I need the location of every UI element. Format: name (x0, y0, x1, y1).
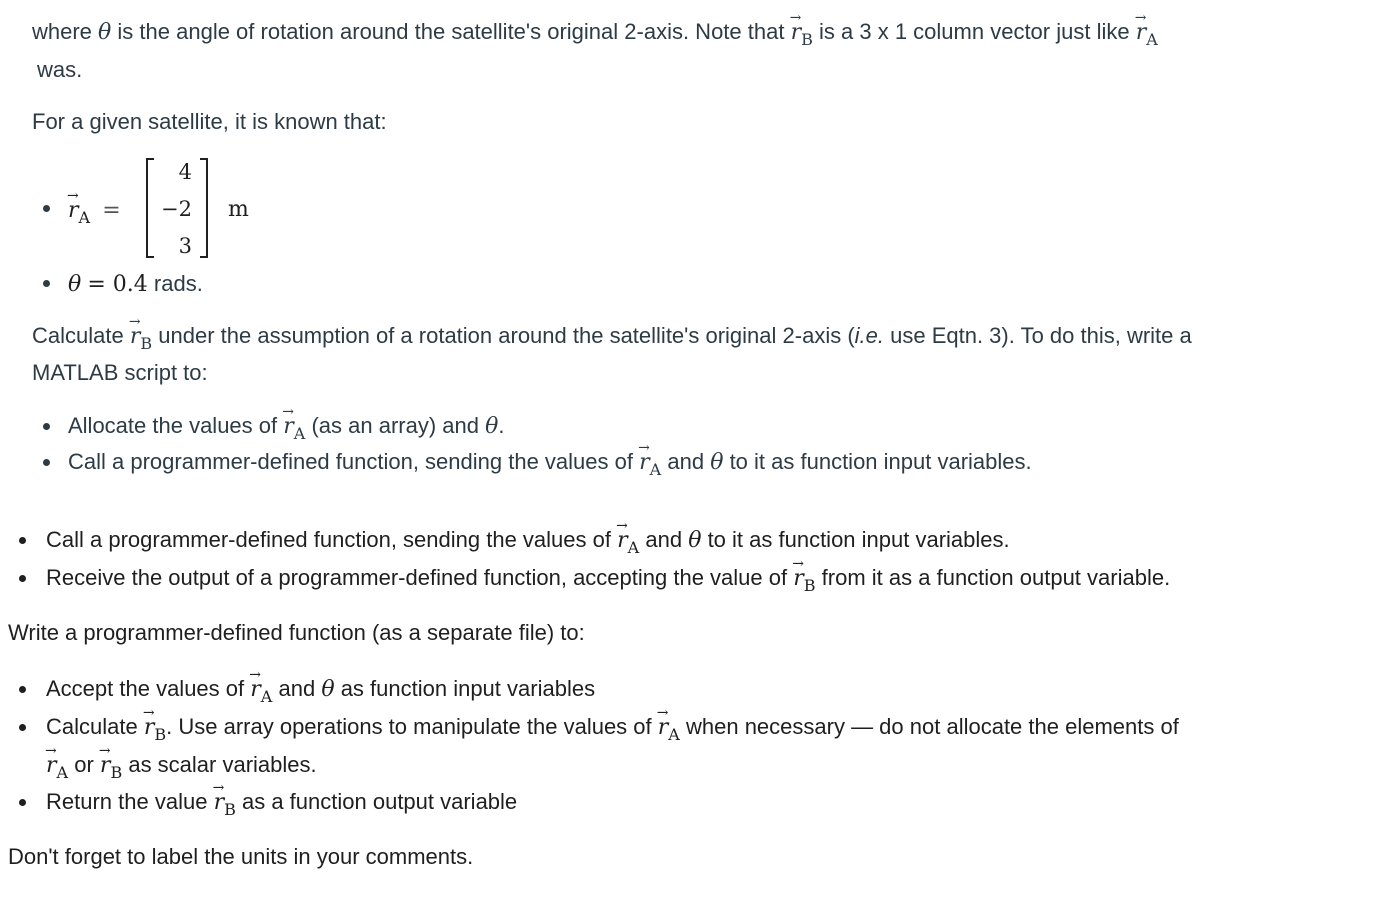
intro-text: is the angle of rotation around the satellite's original 2-axis. Note that (117, 19, 785, 44)
task-text: Calculate (32, 323, 124, 348)
vector-r: → r (658, 714, 669, 742)
subscript-a: A (56, 763, 69, 782)
theta-value (68, 270, 203, 299)
bullet (43, 205, 50, 212)
subscript-b: B (140, 334, 153, 353)
task-text-italic: i.e. (854, 323, 884, 348)
lower-bullet-2 (46, 564, 1170, 593)
bullet (19, 686, 26, 693)
task-line-2: MATLAB script to: (32, 360, 208, 385)
vector-r: → r (639, 449, 650, 477)
r-a-matrix (146, 156, 208, 260)
vector-r: → r (144, 714, 155, 742)
theta-symbol: θ (485, 414, 499, 439)
subscript-a: A (78, 208, 91, 227)
lower-text: Call a programmer-defined function, sending the values of (46, 527, 611, 552)
vector-r: → r (791, 19, 802, 47)
subscript-b: B (801, 30, 813, 49)
unit-meters: m (228, 197, 249, 222)
lower-text: . Use array operations to manipulate the values of (166, 714, 652, 739)
bullet (19, 575, 26, 582)
lower-text: and (278, 676, 316, 701)
lower-bullet-3 (46, 675, 595, 704)
matrix-cell: −2 (161, 197, 192, 221)
lower-text: from it as a function output variable. (821, 565, 1171, 590)
lower-text: Accept the values of (46, 676, 245, 701)
subscript-a: A (293, 424, 306, 443)
theta-symbol: θ (710, 450, 724, 475)
task-line-1 (32, 322, 1192, 351)
bullet (19, 799, 26, 806)
lower-text: Calculate (46, 714, 138, 739)
vector-r: → r (250, 676, 261, 704)
lower-bullet-4-cont (46, 751, 317, 780)
theta-symbol: θ (98, 20, 112, 45)
intro-line-1 (32, 18, 1158, 47)
intro-text: is a 3 x 1 column vector just like (819, 19, 1130, 44)
left-bracket (146, 158, 154, 258)
subscript-b: B (110, 763, 123, 782)
subscript-a: A (649, 460, 662, 479)
vector-r: → r (100, 752, 111, 780)
vector-r: → r (46, 752, 57, 780)
lower-text: as scalar variables. (128, 752, 317, 777)
bullet (43, 459, 50, 466)
lower-bullet-4 (46, 713, 1179, 742)
vector-r: → r (793, 565, 804, 593)
bullet (19, 537, 26, 544)
lower-text: and (645, 527, 683, 552)
task-bullet-1 (68, 412, 505, 441)
matrix-cell: 3 (178, 234, 192, 258)
bullet (43, 423, 50, 430)
lower-text: when necessary — do not allocate the elements of (685, 714, 1179, 739)
task-bullet-2 (68, 448, 1032, 477)
vector-r: → r (214, 789, 225, 817)
intro-text: where (32, 19, 92, 44)
theta-equation: = 0.4 (87, 272, 148, 297)
task-text: use Eqtn. 3). To do this, write a (884, 323, 1192, 348)
given-heading: For a given satellite, it is known that: (32, 109, 387, 134)
task-text: and (667, 449, 705, 474)
bullet (43, 280, 50, 287)
r-a-label (68, 196, 121, 225)
vector-r: → r (130, 323, 141, 351)
subscript-a: A (627, 538, 640, 557)
lower-bullet-5 (46, 788, 517, 817)
lower-heading: Write a programmer-defined function (as a separate file) to: (8, 620, 585, 645)
equals-sign: = (102, 198, 121, 223)
lower-text: Receive the output of a programmer-defined function, accepting the value of (46, 565, 788, 590)
subscript-a: A (1146, 30, 1158, 49)
task-text: (as an array) and (311, 413, 480, 438)
theta-unit: rads. (153, 271, 203, 296)
task-text: under the assumption of a rotation around the satellite's original 2-axis ( (158, 323, 855, 348)
subscript-b: B (224, 800, 236, 819)
lower-text: or (74, 752, 94, 777)
theta-symbol: θ (68, 272, 82, 297)
task-text: to it as function input variables. (729, 449, 1032, 474)
subscript-a: A (668, 725, 680, 744)
right-bracket (200, 158, 208, 258)
task-text: . (498, 413, 505, 438)
footer-note: Don't forget to label the units in your comments. (8, 844, 474, 869)
vector-r: → r (617, 527, 628, 555)
matrix-cell: 4 (178, 160, 192, 184)
task-text: Allocate the values of (68, 413, 278, 438)
lower-text: to it as function input variables. (707, 527, 1010, 552)
theta-symbol: θ (688, 528, 702, 553)
subscript-b: B (803, 576, 816, 595)
bullet (19, 724, 26, 731)
vector-r: → r (1136, 19, 1147, 47)
subscript-a: A (260, 687, 273, 706)
subscript-b: B (154, 725, 167, 744)
lower-text: as function input variables (340, 676, 596, 701)
theta-symbol: θ (321, 677, 335, 702)
intro-line-2: was. (37, 57, 83, 82)
vector-r: → r (283, 413, 294, 441)
vector-r: → r (68, 197, 79, 225)
task-text: Call a programmer-defined function, sending the values of (68, 449, 633, 474)
lower-bullet-1 (46, 526, 1010, 555)
lower-text: Return the value (46, 789, 208, 814)
lower-text: as a function output variable (241, 789, 518, 814)
